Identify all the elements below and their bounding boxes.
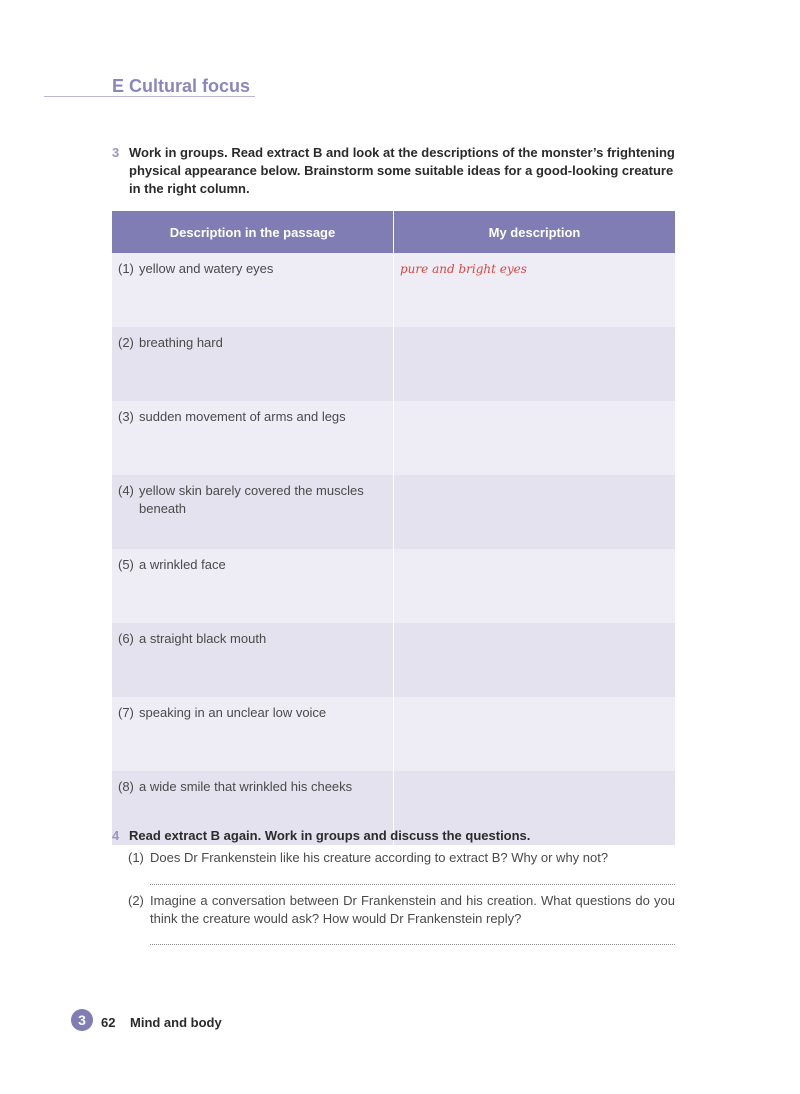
- answer-cell[interactable]: [394, 549, 676, 623]
- header-my-description: My description: [394, 211, 676, 253]
- sub-question-1: [128, 849, 675, 867]
- table-row: [112, 549, 675, 623]
- item-description: a straight black mouth: [139, 631, 267, 646]
- item-description: sudden movement of arms and legs: [139, 409, 346, 424]
- question-number: 4: [112, 828, 120, 843]
- sub-question-text: Does Dr Frankenstein like his creature according to extract B? Why or why not?: [150, 850, 609, 865]
- page-number: 62: [101, 1015, 116, 1030]
- sub-question-number: (1): [128, 850, 144, 865]
- question-3: [112, 144, 677, 198]
- passage-cell: [112, 623, 394, 697]
- passage-cell: [112, 401, 394, 475]
- passage-cell: [112, 327, 394, 401]
- item-number: (4): [118, 483, 134, 498]
- item-description: breathing hard: [139, 335, 223, 350]
- unit-title: Mind and body: [130, 1015, 222, 1030]
- item-description: a wrinkled face: [139, 557, 226, 572]
- question-text: Read extract B again. Work in groups and discuss the questions.: [129, 828, 531, 843]
- answer-cell[interactable]: [394, 697, 676, 771]
- sub-question-number: (2): [128, 893, 144, 908]
- answer-cell[interactable]: [394, 253, 676, 327]
- item-number: (8): [118, 779, 134, 794]
- question-number: 3: [112, 145, 120, 160]
- table-row: [112, 253, 675, 327]
- item-number: (3): [118, 409, 134, 424]
- item-description: speaking in an unclear low voice: [139, 705, 327, 720]
- item-description: yellow and watery eyes: [139, 261, 274, 276]
- item-number: (7): [118, 705, 134, 720]
- question-4: [112, 828, 677, 843]
- description-table: [112, 211, 675, 845]
- item-number: (6): [118, 631, 134, 646]
- unit-badge: 3: [71, 1009, 93, 1031]
- table-row: [112, 327, 675, 401]
- answer-cell[interactable]: [394, 327, 676, 401]
- table-row: [112, 623, 675, 697]
- sub-question-2: [128, 892, 675, 928]
- answer-line[interactable]: [150, 884, 675, 885]
- passage-cell: [112, 253, 394, 327]
- table-row: [112, 475, 675, 549]
- item-number: (5): [118, 557, 134, 572]
- passage-cell: [112, 697, 394, 771]
- answer-line[interactable]: [150, 944, 675, 945]
- item-description: a wide smile that wrinkled his cheeks: [139, 779, 353, 794]
- header-passage-description: Description in the passage: [112, 211, 394, 253]
- item-description: yellow skin barely covered the muscles beneath: [139, 483, 364, 516]
- item-number: (1): [118, 261, 134, 276]
- passage-cell: [112, 549, 394, 623]
- passage-cell: [112, 475, 394, 549]
- answer-cell[interactable]: [394, 475, 676, 549]
- table-header-row: [112, 211, 675, 253]
- answer-cell[interactable]: [394, 401, 676, 475]
- handwritten-answer: pure and bright eyes: [400, 262, 527, 276]
- section-title: E Cultural focus: [112, 76, 251, 96]
- sub-question-text: Imagine a conversation between Dr Frankenstein and his creation. What questions do you think the creature would ask? How would Dr Frankenstein reply?: [150, 893, 675, 926]
- table-row: [112, 401, 675, 475]
- question-text: Work in groups. Read extract B and look at the descriptions of the monster’s frightening physical appearance below. Brainstorm some suitable ideas for a good-looking creature in the right column.: [129, 145, 675, 196]
- section-divider: [44, 96, 255, 97]
- item-number: (2): [118, 335, 134, 350]
- answer-cell[interactable]: [394, 623, 676, 697]
- table-row: [112, 697, 675, 771]
